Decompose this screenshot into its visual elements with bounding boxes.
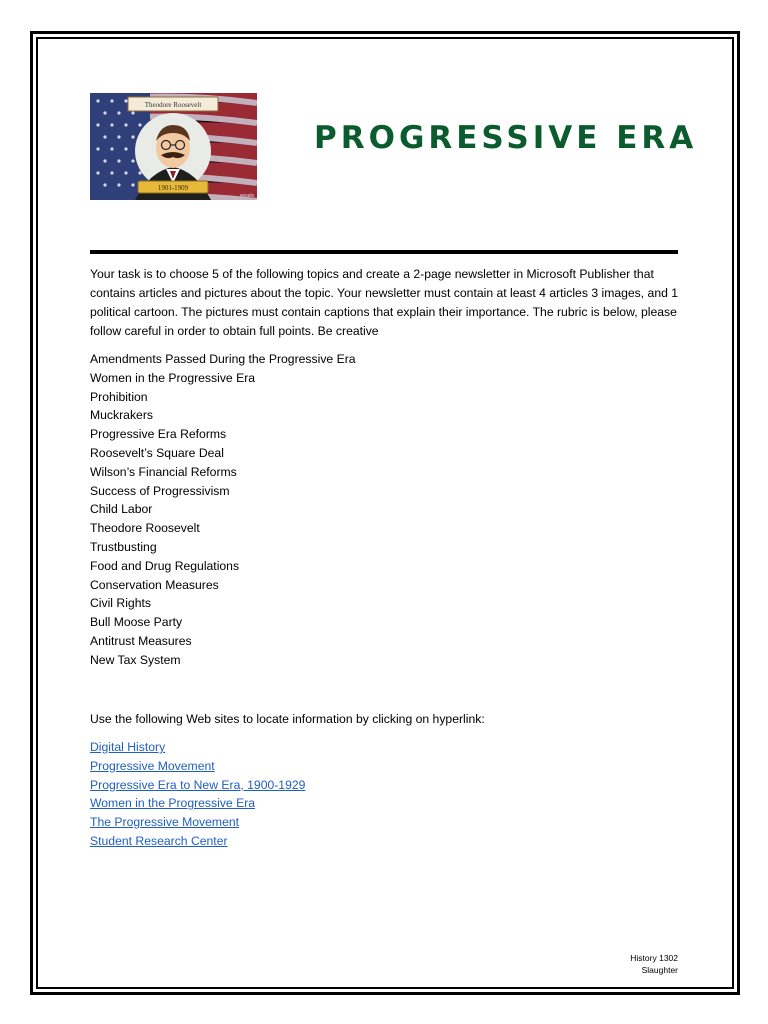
list-item: Theodore Roosevelt	[90, 521, 200, 536]
roosevelt-portrait-image	[90, 93, 257, 200]
list-item: Civil Rights	[90, 596, 151, 611]
link-progressive-era-to-new-era[interactable]: Progressive Era to New Era, 1900-1929	[90, 777, 306, 792]
portrait-name-banner: Theodore Roosevelt	[144, 101, 202, 109]
portrait-credit: vexels	[239, 193, 254, 199]
list-item: Success of Progressivism	[90, 483, 230, 498]
list-item: Roosevelt’s Square Deal	[90, 445, 224, 460]
link-women-in-progressive-era[interactable]: Women in the Progressive Era	[90, 796, 256, 811]
list-item: Prohibition	[90, 389, 148, 404]
footer-course: History 1302	[630, 953, 678, 963]
list-item: Trustbusting	[90, 539, 157, 554]
list-item: Amendments Passed During the Progressive Era	[90, 352, 356, 366]
list-item: Food and Drug Regulations	[90, 558, 240, 573]
list-item: Women in the Progressive Era	[90, 370, 256, 385]
title-divider	[90, 250, 678, 254]
websites-instruction: Use the following Web sites to locate information by clicking on hyperlink:	[90, 712, 485, 726]
resource-link-list	[90, 738, 305, 851]
assignment-instructions: Your task is to choose 5 of the following topics and create a 2-page newsletter in Microsoft Publisher that contains articles and pictures about the topic. Your newsletter must contain at least 4 articles 3 images, and 1 political cartoon. The pictures must contain captions that explain their importance. The rubric is below, please follow careful in order to obtain full points. Be creative	[90, 267, 679, 338]
link-the-progressive-movement[interactable]: The Progressive Movement	[90, 815, 240, 830]
portrait-years-banner: 1901-1909	[157, 184, 189, 192]
footer-instructor: Slaughter	[641, 965, 678, 975]
list-item: Progressive Era Reforms	[90, 427, 227, 442]
list-item: Wilson’s Financial Reforms	[90, 464, 237, 479]
link-progressive-movement[interactable]: Progressive Movement	[90, 758, 215, 773]
list-item: Muckrakers	[90, 408, 153, 423]
link-student-research-center[interactable]: Student Research Center	[90, 833, 228, 848]
list-item: Conservation Measures	[90, 577, 219, 592]
topic-list	[90, 350, 356, 670]
page-title: PROGRESSIVE ERA	[314, 120, 698, 156]
list-item: New Tax System	[90, 652, 181, 667]
list-item: Bull Moose Party	[90, 615, 183, 630]
list-item: Child Labor	[90, 502, 153, 517]
page-footer	[630, 952, 678, 976]
link-digital-history[interactable]: Digital History	[90, 740, 166, 754]
list-item: Antitrust Measures	[90, 633, 192, 648]
